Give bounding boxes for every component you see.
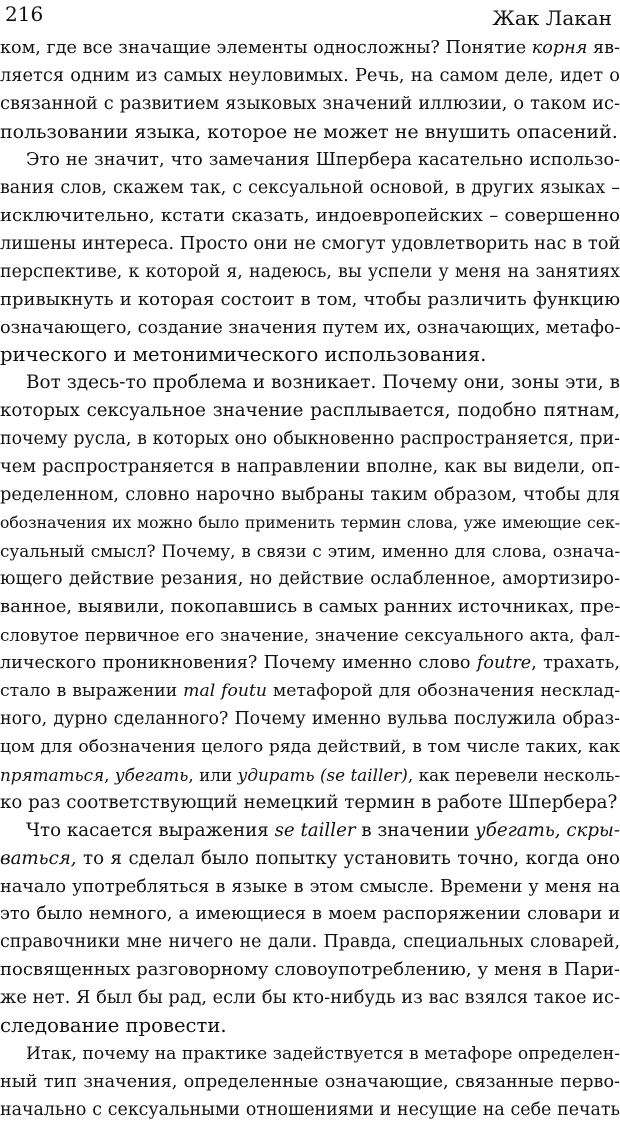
text-segment: Вот здесь-то проблема и возникает. Почему они, зоны эти, в: [26, 372, 620, 394]
italic-text: корня: [531, 38, 588, 58]
text-segment: справочники мне ничего не дали. Правда, специальных словарей,: [0, 932, 620, 953]
text-segment: в значении: [355, 819, 476, 841]
text-segment: исключительно, кстати сказать, индоевропейских – совершенно: [0, 204, 620, 226]
text-segment: начало употребляться в языке в этом смысле. Времени у меня на: [0, 876, 620, 897]
text-segment: чем распространяется в направлении вполне, как вы видели, оп-: [0, 456, 620, 478]
text-line: [0, 148, 620, 172]
text-segment: ного, дурно сделанного? Почему именно вульва послужила образ-: [0, 708, 620, 729]
text-segment: рического и метонимического использования.: [0, 343, 487, 367]
text-segment: лического проникновения? Почему именно слово: [0, 652, 477, 673]
text-line: [0, 232, 620, 256]
text-line: [0, 455, 620, 479]
text-segment: метафорой для обозначения несклад-: [266, 680, 620, 701]
text-line: [0, 316, 620, 340]
text-line: [0, 371, 620, 395]
text-segment: же нет. Я был бы рад, если бы кто-нибудь из вас взялся такое ис-: [0, 987, 620, 1009]
text-segment: следование провести.: [0, 1014, 227, 1038]
italic-text: ваться,: [0, 847, 77, 869]
text-line: [0, 260, 620, 284]
text-line: [0, 819, 620, 843]
text-line: [0, 343, 620, 367]
text-segment: Что касается выражения: [26, 819, 275, 841]
text-segment: то я сделал было попытку установить точно, когда оно: [76, 847, 620, 869]
text-segment: ком, где все значащие элементы односложны? Понятие: [0, 38, 532, 58]
text-line: [0, 92, 620, 116]
running-head: Жак Лакан: [492, 6, 612, 30]
text-line: [0, 623, 620, 647]
text-segment: стало в выражении: [0, 680, 184, 701]
text-line: [0, 735, 620, 759]
italic-text: удирать (se tailler): [237, 764, 408, 785]
text-line: [0, 1070, 620, 1094]
text-line: [0, 679, 620, 703]
text-line: [0, 483, 620, 507]
text-segment: ный тип значения, определенные означающие, связанные перво-: [0, 1072, 620, 1093]
text-line: [0, 986, 620, 1010]
text-line: [0, 511, 620, 535]
text-segment: ко раз соответствующий немецкий термин в работе Шпербера?: [0, 791, 618, 813]
text-line: [0, 64, 620, 88]
text-segment: начально с сексуальными отношениями и несущие на себе печать: [0, 1100, 620, 1121]
text-line: [0, 1098, 620, 1122]
text-line: [0, 1042, 620, 1066]
italic-text: foutre: [476, 652, 532, 673]
text-segment: , как перевели несколь-: [407, 764, 620, 785]
page-number: 216: [5, 2, 44, 26]
italic-text: убегать: [114, 764, 189, 785]
text-segment: , трахать,: [531, 652, 620, 673]
text-line: [0, 36, 620, 60]
text-segment: ляется одним из самых неуловимых. Речь, на самом деле, идет о: [0, 64, 620, 86]
text-segment: , или: [188, 764, 238, 785]
text-segment: пользовании языка, которое не может не внушить опасений.: [0, 120, 618, 143]
text-segment: вания слов, скажем так, с сексуальной основой, в других языках –: [0, 177, 620, 198]
text-segment: словутое первичное его значение, значение сексуального акта, фал-: [0, 624, 620, 645]
text-line: [0, 1014, 620, 1038]
page-header: [0, 0, 620, 34]
text-line: [0, 875, 620, 899]
italic-text: убегать, скры-: [475, 819, 620, 841]
text-line: [0, 427, 620, 451]
text-segment: почему русла, в которых оно обыкновенно распространяется, при-: [0, 429, 620, 450]
text-segment: ющего действие резания, но действие ослабленное, амортизиро-: [0, 568, 620, 590]
text-segment: обозначения их можно было применить термин слова, уже имеющие сек-: [0, 514, 620, 533]
text-line: [0, 902, 620, 926]
text-line: [0, 176, 620, 200]
text-line: [0, 288, 620, 312]
text-line: [0, 651, 620, 675]
italic-text: se tailler: [274, 819, 356, 841]
text-segment: лишены интереса. Просто они не смогут удовлетворить нас в той: [0, 232, 620, 254]
text-segment: ванное, выявили, покопавшись в самых ранних источниках, пре-: [0, 596, 620, 617]
text-line: [0, 539, 620, 563]
text-line: [0, 958, 620, 982]
text-segment: привыкнуть и которая состоит в том, чтобы различить функцию: [0, 288, 620, 310]
text-line: [0, 399, 620, 423]
text-line: [0, 707, 620, 731]
text-segment: суальный смысл? Почему, в связи с этим, именно для слова, означа-: [0, 541, 620, 562]
italic-text: прятаться: [0, 764, 105, 785]
text-line: [0, 763, 620, 787]
text-segment: ,: [104, 764, 115, 785]
text-segment: Итак, почему на практике задействуется в метафоре определен-: [26, 1044, 620, 1065]
text-line: [0, 791, 620, 815]
text-segment: посвященных разговорному словоупотреблению, у меня в Пари-: [0, 959, 620, 981]
text-line: [0, 847, 620, 871]
text-segment: связанной с развитием языковых значений иллюзии, о таком ис-: [0, 92, 620, 114]
text-segment: это было немного, а имеющиеся в моем распоряжении словари и: [0, 904, 620, 925]
text-segment: означающего, создание значения путем их, означающих, метафо-: [0, 317, 620, 338]
text-line: [0, 567, 620, 591]
text-segment: Это не значит, что замечания Шпербера касательно использо-: [26, 149, 620, 170]
italic-text: mal foutu: [183, 680, 267, 701]
text-line: [0, 595, 620, 619]
text-line: [0, 120, 620, 144]
text-line: [0, 204, 620, 228]
text-segment: яв-: [587, 38, 620, 58]
text-segment: которых сексуальное значение расплывается, подобно пятнам,: [0, 400, 620, 422]
text-line: [0, 930, 620, 954]
text-segment: перспективе, к которой я, надеюсь, вы успели у меня на занятиях: [0, 261, 620, 282]
text-segment: ределенном, словно нарочно выбраны таким образом, чтобы для: [0, 484, 620, 506]
text-segment: цом для обозначения целого ряда действий, в том числе таких, как: [0, 736, 620, 757]
